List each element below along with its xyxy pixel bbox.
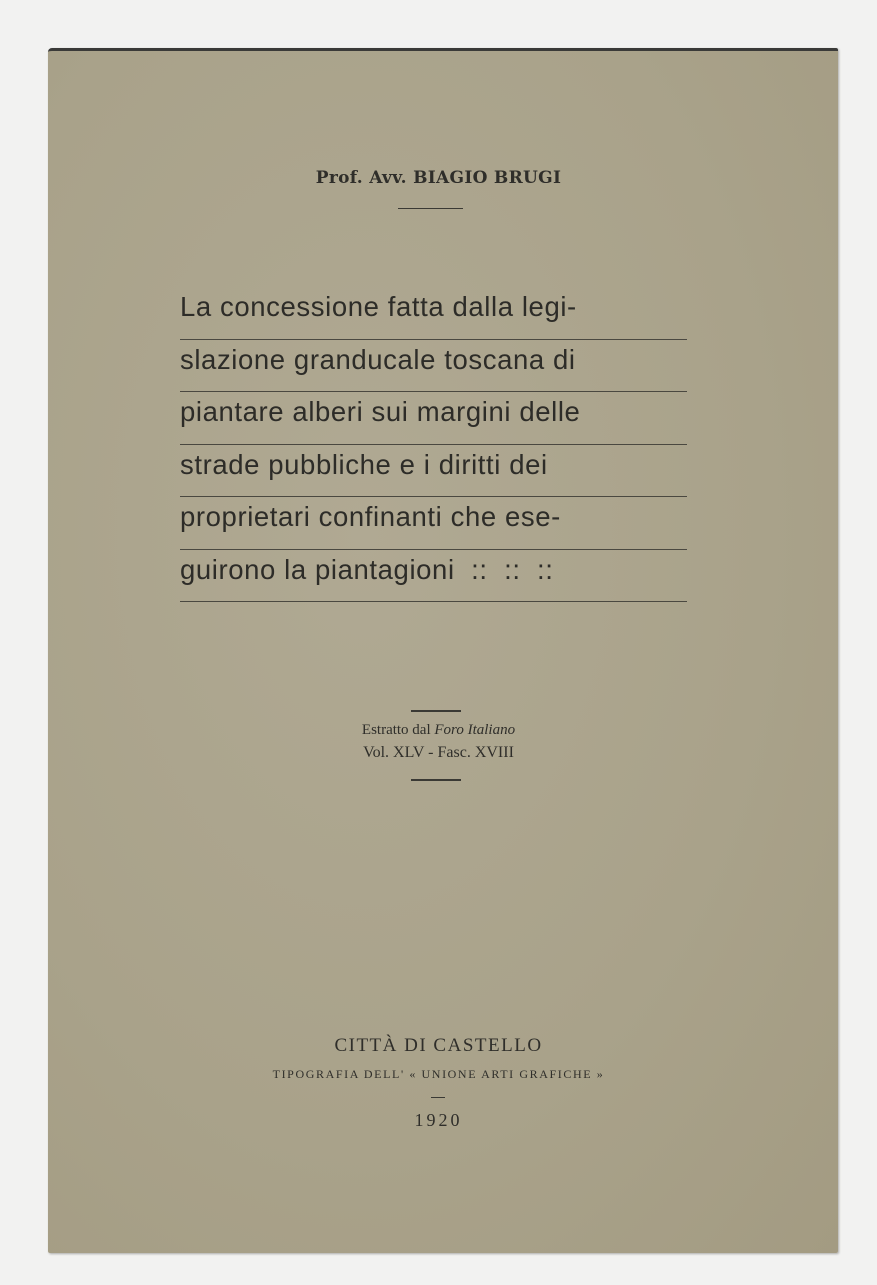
title-line: guirono la piantagioni :: :: :: (180, 550, 687, 603)
volume-info: Vol. XLV - Fasc. XVIII (363, 744, 514, 761)
title-line: proprietari confinanti che ese- (180, 497, 687, 550)
imprint-city: CITTÀ DI CASTELLO (334, 1035, 543, 1056)
divider (411, 779, 461, 781)
extract-prefix: Estratto dal (361, 722, 435, 738)
title (180, 287, 687, 602)
imprint-year: 1920 (414, 1110, 463, 1130)
title-line: slazione granducale toscana di (180, 340, 687, 393)
journal-name: Foro Italiano (434, 722, 516, 738)
title-line: strade pubbliche e i diritti dei (180, 445, 687, 498)
imprint-printer: TIPOGRAFIA DELL' « UNIONE ARTI GRAFICHE » (272, 1067, 605, 1081)
divider (411, 710, 461, 712)
author: Prof. Avv. BIAGIO BRUGI (315, 168, 562, 188)
extract-source (0, 722, 877, 739)
title-line: La concessione fatta dalla legi- (180, 287, 687, 340)
title-line: piantare alberi sui margini delle (180, 392, 687, 445)
divider (431, 1097, 445, 1098)
divider (398, 208, 463, 209)
